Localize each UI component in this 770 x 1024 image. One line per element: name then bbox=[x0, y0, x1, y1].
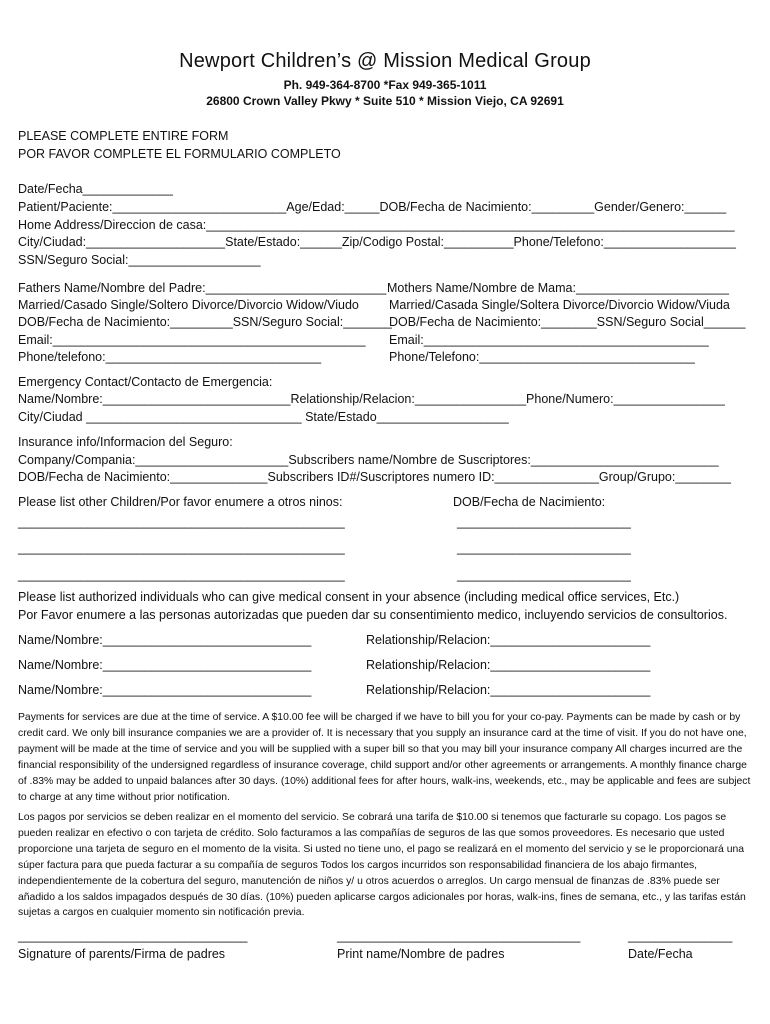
father-email-field[interactable]: Email:_____________________________________________ bbox=[18, 333, 366, 347]
print-name-line[interactable]: ___________________________________ bbox=[337, 929, 581, 943]
mother-marital-status[interactable]: Married/Casada Single/Soltera Divorce/Divorcio Widow/Viuda bbox=[389, 298, 730, 312]
instruction-spanish: POR FAVOR COMPLETE EL FORMULARIO COMPLETO bbox=[18, 147, 341, 161]
insurance-heading: Insurance info/Informacion del Seguro: bbox=[18, 435, 233, 449]
instruction-english: PLEASE COMPLETE ENTIRE FORM bbox=[18, 129, 229, 143]
date-field[interactable]: Date/Fecha_____________ bbox=[18, 182, 173, 196]
insurance-dob-id-field[interactable]: DOB/Fecha de Nacimiento:______________Subscribers ID#/Suscriptores numero ID:_______________Group/Grupo:________ bbox=[18, 470, 731, 484]
clinic-title: Newport Children’s @ Mission Medical Group bbox=[179, 50, 591, 72]
signature-date-label: Date/Fecha bbox=[628, 947, 693, 961]
authorized-name-field[interactable]: Name/Nombre:______________________________ bbox=[18, 683, 312, 697]
children-heading: Please list other Children/Por favor enumere a otros ninos: bbox=[18, 495, 343, 509]
city-state-zip-phone-field[interactable]: City/Ciudad:____________________State/Estado:______Zip/Codigo Postal:__________Phone/Telefono:___________________ bbox=[18, 235, 736, 249]
clinic-address: 26800 Crown Valley Pkwy * Suite 510 * Mission Viejo, CA 92691 bbox=[206, 94, 564, 108]
child-name-field[interactable]: _______________________________________________ bbox=[18, 568, 345, 582]
child-dob-field[interactable]: _________________________ bbox=[457, 568, 631, 582]
ssn-field[interactable]: SSN/Seguro Social:___________________ bbox=[18, 253, 261, 267]
authorized-heading-english: Please list authorized individuals who can give medical consent in your absence (including medical office services, Etc.) bbox=[18, 590, 680, 604]
father-dob-ssn-field[interactable]: DOB/Fecha de Nacimiento:_________SSN/Seguro Social:_______ bbox=[18, 315, 392, 329]
father-phone-field[interactable]: Phone/telefono:_______________________________ bbox=[18, 350, 322, 364]
payment-policy-spanish: Los pagos por servicios se deben realizar en el momento del servicio. Se cobrará una tarifa de $10.00 si tenemos que facturarle su copago. Los pagos se pueden realizar en efectivo o con tarjeta de crédito. Solo facturamos a las compañías de seguros de las que somos proveedores. Es necesario que usted proporcione una tarjeta de seguro en el momento de la visita. Si usted no tiene uno, el pago se realizará en el momento del servicio y se le proporcionará una súper factura para que pueda facturar a su compañía de seguros Todos los cargos incurridos son responsabilidad financiera de los abajo firmantes, independientemente de la cobertura del seguro, manutención de niños y/ u otros acuerdos o arreglos. Un cargo mensual de finanzas de .83% puede ser añadido a los saldos impagados después de 30 días. (10%) pueden aplicarse cargos adicionales por horas, walk-ins, fines de semana, etc., y las tarifas están sujetas a cargos en cualquier momento sin notificación previa. bbox=[18, 812, 746, 919]
mother-dob-ssn-field[interactable]: DOB/Fecha de Nacimiento:________SSN/Seguro Social______ bbox=[389, 315, 746, 329]
payment-policy-english: Payments for services are due at the time of service. A $10.00 fee will be charged if we have to bill you for your co-pay. Payments can be made by cash or by credit card. We only bill insurance companies we are a provider of. It is necessary that you supply an insurance card at the time of visit. If you do not have one, payment will be made at the time of service and you will be supplied with a super bill so that you may bill your insurance company All charges incurred are the financial responsibility of the undersigned regardless of insurance coverage, child support and/or other agreements or arrangements. A monthly finance charge of .83% may be added to unpaid balances after 30 days. (10%) additional fees for after hours, walk-ins, weekends, etc., may be applicable and fees are subject to charge at any time without prior notification. bbox=[18, 712, 751, 803]
authorized-relationship-field[interactable]: Relationship/Relacion:_______________________ bbox=[366, 683, 651, 697]
insurance-company-field[interactable]: Company/Compania:______________________Subscribers name/Nombre de Suscriptores:___________________________ bbox=[18, 453, 719, 467]
mother-phone-field[interactable]: Phone/Telefono:_______________________________ bbox=[389, 350, 695, 364]
emergency-name-field[interactable]: Name/Nombre:___________________________Relationship/Relacion:________________Phone/Numero:________________ bbox=[18, 392, 725, 406]
signature-line[interactable]: _________________________________ bbox=[18, 929, 248, 943]
father-marital-status[interactable]: Married/Casado Single/Soltero Divorce/Divorcio Widow/Viudo bbox=[18, 298, 359, 312]
mother-email-field[interactable]: Email:_________________________________________ bbox=[389, 333, 709, 347]
clinic-phone-fax: Ph. 949-364-8700 *Fax 949-365-1011 bbox=[283, 78, 487, 92]
father-name-field[interactable]: Fathers Name/Nombre del Padre:__________________________ bbox=[18, 281, 387, 295]
child-name-field[interactable]: _______________________________________________ bbox=[18, 541, 345, 555]
child-dob-field[interactable]: _________________________ bbox=[457, 541, 631, 555]
children-dob-heading: DOB/Fecha de Nacimiento: bbox=[453, 495, 606, 509]
print-name-label: Print name/Nombre de padres bbox=[337, 947, 505, 961]
authorized-heading-spanish: Por Favor enumere a las personas autorizadas que pueden dar su consentimiento medico, incluyendo servicios de consultorios. bbox=[18, 608, 728, 622]
home-address-field[interactable]: Home Address/Direccion de casa:____________________________________________________________________________ bbox=[18, 218, 735, 232]
emergency-heading: Emergency Contact/Contacto de Emergencia: bbox=[18, 375, 273, 389]
signature-label: Signature of parents/Firma de padres bbox=[18, 947, 226, 961]
child-dob-field[interactable]: _________________________ bbox=[457, 515, 631, 529]
child-name-field[interactable]: _______________________________________________ bbox=[18, 515, 345, 529]
patient-info-field[interactable]: Patient/Paciente:_________________________Age/Edad:_____DOB/Fecha de Nacimiento:_________Gender/Genero:______ bbox=[18, 200, 727, 214]
authorized-name-field[interactable]: Name/Nombre:______________________________ bbox=[18, 633, 312, 647]
mother-name-field[interactable]: Mothers Name/Nombre de Mama:______________________ bbox=[387, 281, 729, 295]
emergency-city-field[interactable]: City/Ciudad _______________________________ State/Estado___________________ bbox=[18, 410, 509, 424]
authorized-name-field[interactable]: Name/Nombre:______________________________ bbox=[18, 658, 312, 672]
signature-date-line[interactable]: _______________ bbox=[628, 929, 733, 943]
authorized-relationship-field[interactable]: Relationship/Relacion:_______________________ bbox=[366, 633, 651, 647]
authorized-relationship-field[interactable]: Relationship/Relacion:_______________________ bbox=[366, 658, 651, 672]
